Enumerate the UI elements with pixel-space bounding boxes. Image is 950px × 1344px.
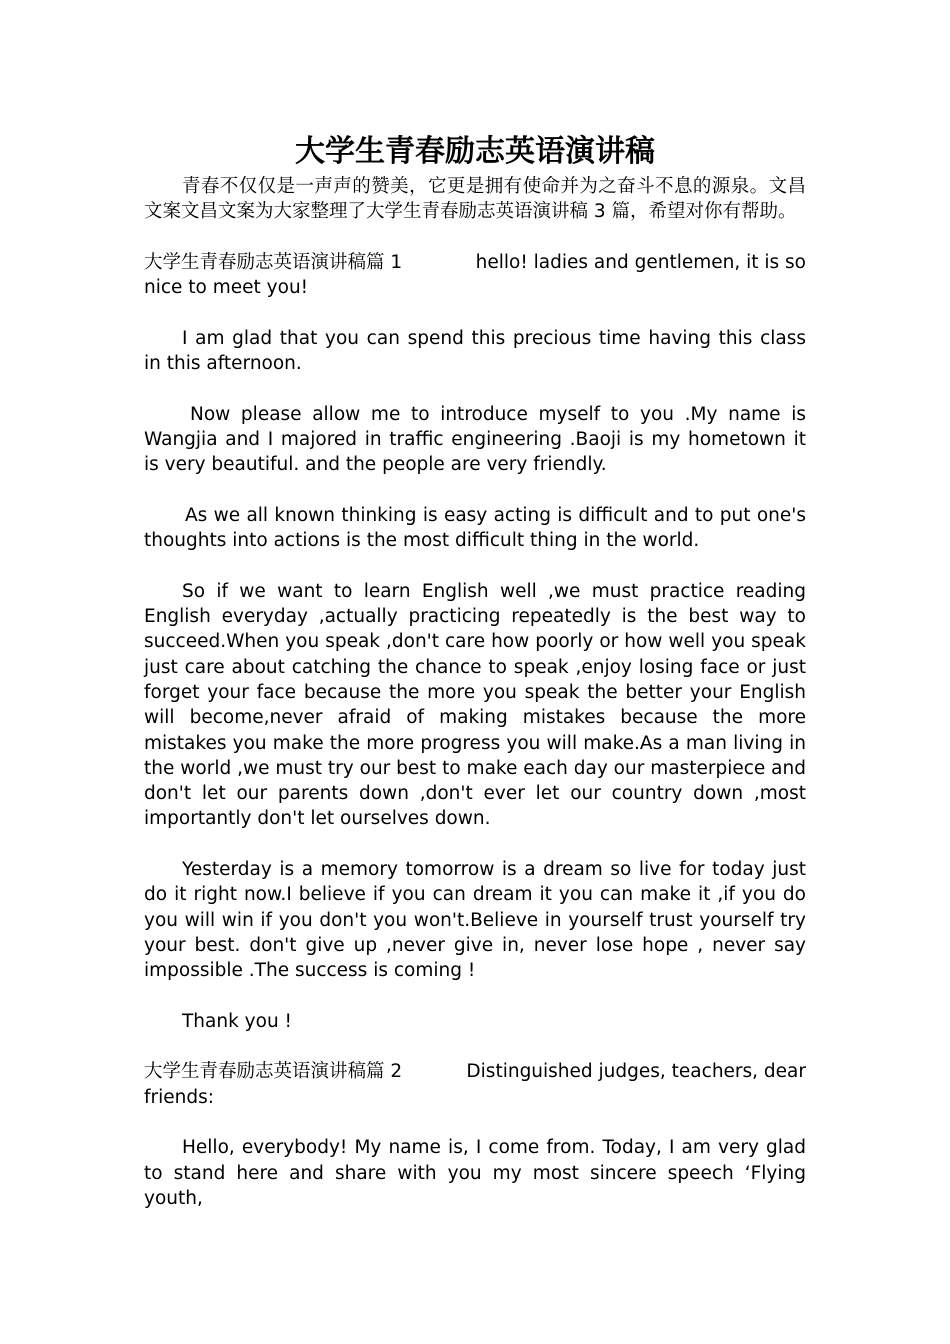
- section1-heading: 大学生青春励志英语演讲稿篇 1: [144, 251, 403, 273]
- document-title: 大学生青春励志英语演讲稿: [295, 134, 655, 169]
- section2-paragraph-1: Hello, everybody! My name is, I come from. Today, I am very glad to stand here and share with you my most sincere speech ‘Flying youth,: [144, 1137, 806, 1209]
- document-page: [144, 130, 806, 1211]
- section2-heading: 大学生青春励志英语演讲稿篇 2: [144, 1061, 403, 1083]
- spacer: [144, 984, 806, 1009]
- spacer: [144, 553, 806, 578]
- section1-paragraph-6: Thank you !: [182, 1010, 292, 1032]
- spacer: [144, 1110, 806, 1135]
- section1-paragraph-2: Now please allow me to introduce myself to you .My name is Wangjia and I majored in traffic engineering .Baoji is my hometown it is very beautiful. and the people are very friendly.: [144, 403, 806, 476]
- spacer: [144, 300, 806, 325]
- spacer: [144, 376, 806, 401]
- section2-heading-line: [144, 1059, 806, 1084]
- section2-opening-rest: friends:: [144, 1086, 214, 1108]
- section1-paragraph-4: So if we want to learn English well ,we must practice reading English everyday ,actually practicing repeatedly is the best way to succeed.When you speak ,don't care how poorly or how well you speak just care about catching the chance to speak ,enjoy losing face or just forget your face because the more you speak the better your English will become,never afraid of making mistakes because the more mistakes you make the more progress you will make.As a man living in the world ,we must try our best to make each day our masterpiece and don't let our parents down ,don't ever let our country down ,most importantly don't let ourselves down.: [144, 580, 806, 830]
- spacer: [144, 478, 806, 503]
- spacer: [144, 832, 806, 857]
- intro-paragraph: 青春不仅仅是一声声的赞美，它更是拥有使命并为之奋斗不息的源泉。文昌文案文昌文案为大家整理了大学生青春励志英语演讲稿 3 篇，希望对你有帮助。: [144, 176, 806, 223]
- section1-paragraph-3: As we all known thinking is easy acting is difficult and to put one's thoughts into actions is the most difficult thing in the world.: [144, 504, 806, 552]
- section1-opening-first: hello! ladies and gentlemen, it is so: [475, 251, 806, 273]
- section1-paragraph-1: I am glad that you can spend this precious time having this class in this afternoon.: [144, 327, 806, 375]
- section1-heading-line: [144, 250, 806, 275]
- spacer: [144, 1034, 806, 1059]
- spacer: [144, 225, 806, 250]
- section2-opening-first: Distinguished judges, teachers, dear: [466, 1061, 806, 1083]
- section1-paragraph-5: Yesterday is a memory tomorrow is a dream so live for today just do it right now.I believe if you can dream it you can make it ,if you do you will win if you don't you won't.Believe in yourself trust yourself try your best. don't give up ,never give in, never lose hope , never say impossible .The success is coming !: [144, 859, 806, 982]
- section1-opening-rest: nice to meet you!: [144, 277, 309, 299]
